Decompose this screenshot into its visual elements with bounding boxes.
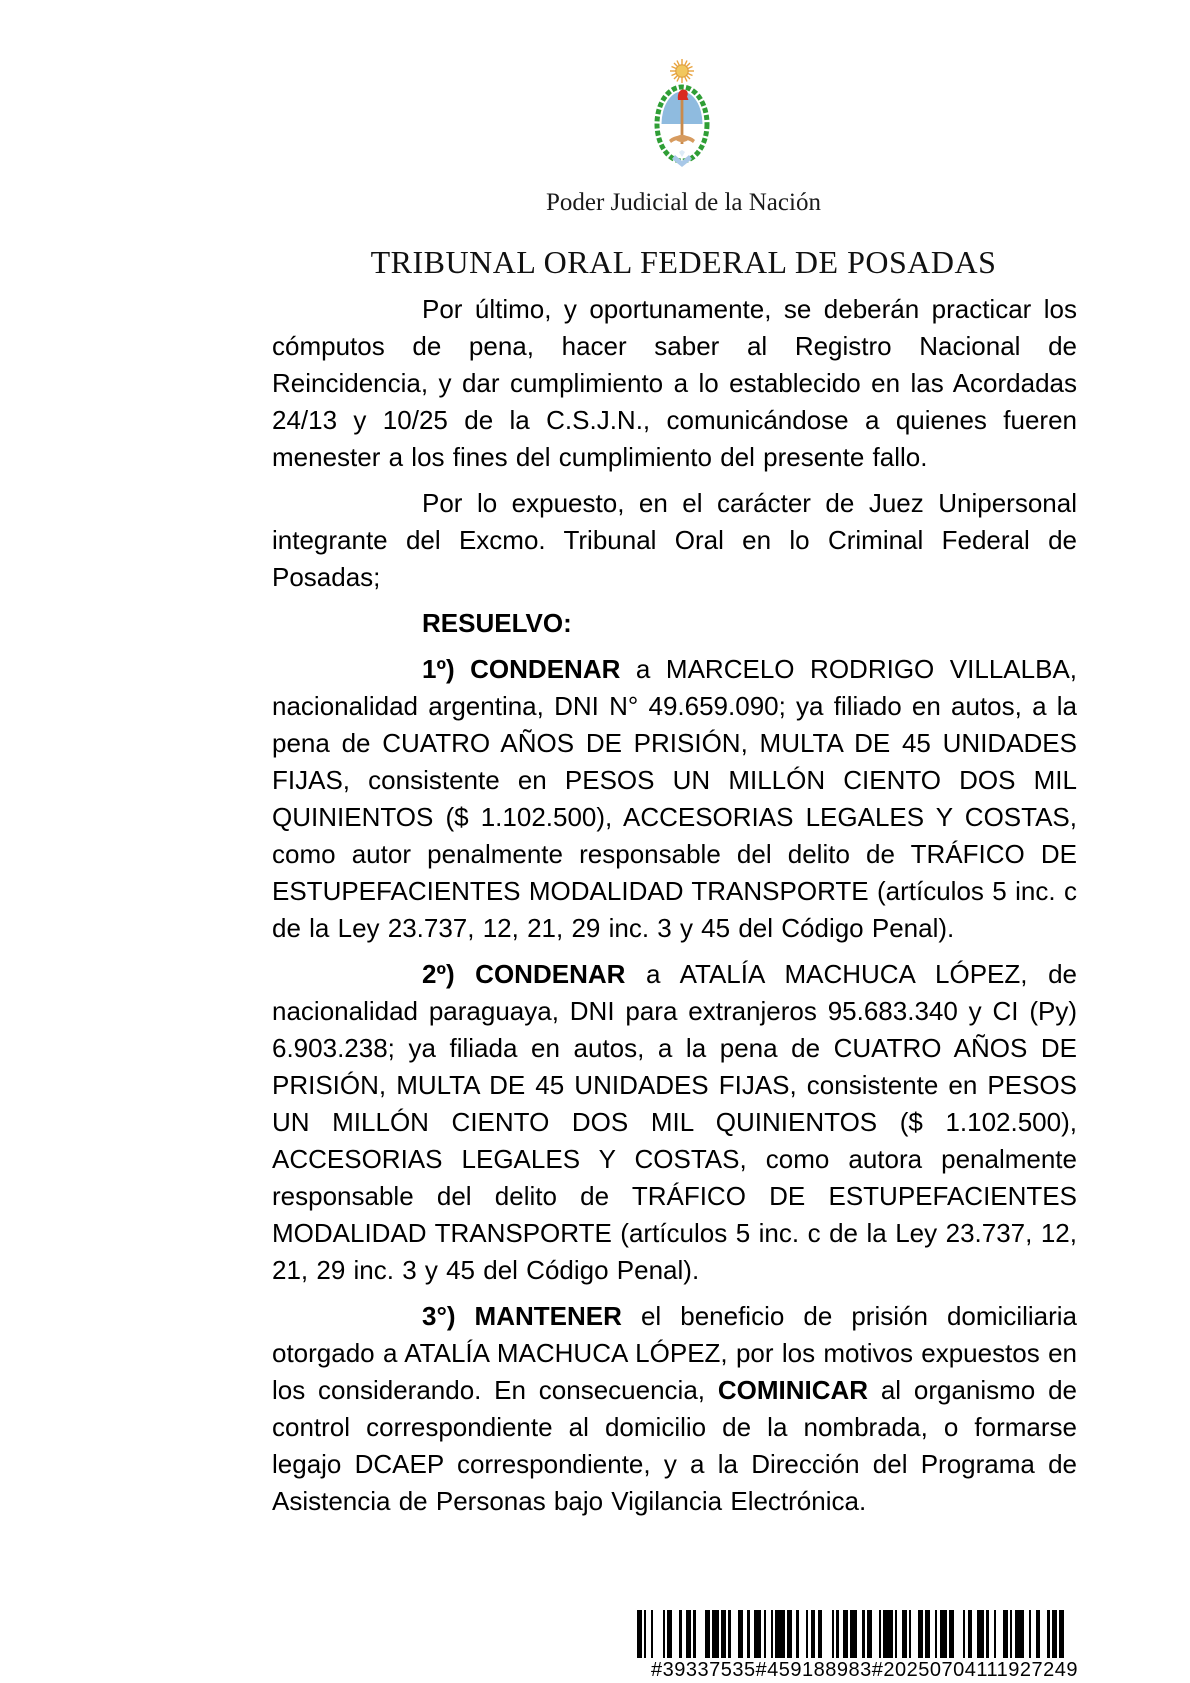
paragraph-resuelvo: RESUELVO:: [422, 608, 572, 638]
paragraph-por-lo-expuesto: Por lo expuesto, en el carácter de Juez Unipersonal integrante del Excmo. Tribunal Oral en lo Criminal Federal de Posadas;: [272, 488, 1077, 592]
paragraph-resolution-1: 1º) CONDENAR a MARCELO RODRIGO VILLALBA, nacionalidad argentina, DNI N° 49.659.090; ya filiado en autos, a la pena de CUATRO AÑOS DE PRISIÓN, MULTA DE 45 UNIDADES FIJAS, consistente en PESOS UN MILLÓN CIENTO DOS MIL QUINIENTOS ($ 1.102.500), ACCESORIAS LEGALES Y COSTAS, como autor penalmente responsable del delito de TRÁFICO DE ESTUPEFACIENTES MODALIDAD TRANSPORTE (artículos 5 inc. c de la Ley 23.737, 12, 21, 29 inc. 3 y 45 del Código Penal).: [272, 654, 1078, 943]
document-text: [272, 291, 1077, 1529]
paragraph-computos: Por último, y oportunamente, se deberán practicar los cómputos de pena, hacer saber al Registro Nacional de Reincidencia, y dar cumplimiento a lo establecido en las Acordadas 24/13 y 10/25 de la C.S.J.N., comunicándose a quienes fueren menester a los fines del cumplimiento del presente fallo.: [272, 294, 1077, 472]
paragraph-resolution-3: 3°) MANTENER el beneficio de prisión domiciliaria otorgado a ATALÍA MACHUCA LÓPEZ, por los motivos expuestos en los considerando. En consecuencia, COMINICAR al organismo de control correspondiente al domicilio de la nombrada, o formarse legajo DCAEP correspondiente, y a la Dirección del Programa de Asistencia de Personas bajo Vigilancia Electrónica.: [272, 1301, 1078, 1516]
court-title: TRIBUNAL ORAL FEDERAL DE POSADAS: [370, 244, 997, 280]
barcode: [637, 1610, 1092, 1682]
paragraph-resolution-2: 2º) CONDENAR a ATALÍA MACHUCA LÓPEZ, de nacionalidad paraguaya, DNI para extranjeros 95.683.340 y CI (Py) 6.903.238; ya filiada en autos, a la pena de CUATRO AÑOS DE PRISIÓN, MULTA DE 45 UNIDADES FIJAS, consistente en PESOS UN MILLÓN CIENTO DOS MIL QUINIENTOS ($ 1.102.500), ACCESORIAS LEGALES Y COSTAS, como autora penalmente responsable del delito de TRÁFICO DE ESTUPEFACIENTES MODALIDAD TRANSPORTE (artículos 5 inc. c de la Ley 23.737, 12, 21, 29 inc. 3 y 45 del Código Penal).: [272, 959, 1077, 1285]
barcode-bars-icon: [637, 1610, 1092, 1658]
institution-name: Poder Judicial de la Nación: [546, 189, 821, 216]
argentina-coat-of-arms-icon: [645, 58, 719, 170]
barcode-number: #39337535#459188983#20250704111927249: [650, 1659, 1079, 1681]
